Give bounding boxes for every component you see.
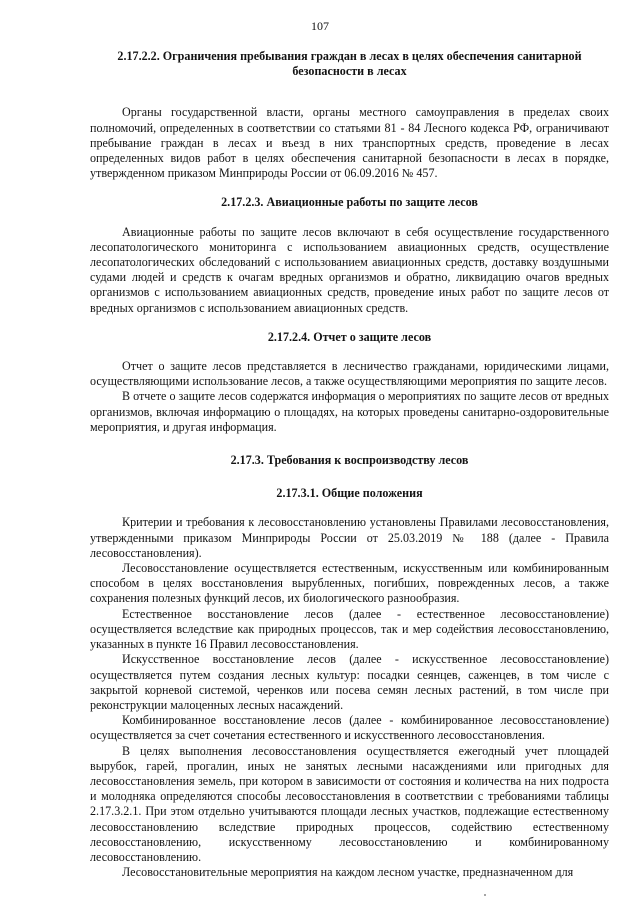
paragraph: Отчет о защите лесов представляется в лесничество гражданами, юридическими лицами, осуществляющими использование лесов, а также осуществляющими мероприятия по защите лесов.	[90, 359, 609, 389]
page-content	[90, 36, 609, 880]
paragraph: Критерии и требования к лесовосстановлению установлены Правилами лесовосстановления, утвержденными приказом Минприроды России от 25.03.2019 № 188 (далее - Правила лесовосстановления).	[90, 515, 609, 560]
page-number: 107	[311, 19, 329, 33]
section-heading-2-17-2-3: 2.17.2.3. Авиационные работы по защите лесов	[221, 195, 478, 210]
paragraph: В целях выполнения лесовосстановления осуществляется ежегодный учет площадей вырубок, гарей, прогалин, иных не занятых лесными насаждениями или пригодных для лесовосстановления земель, при котором в зависимости от состояния и количества на них подроста и молодняка определяются способы лесовосстановления в соответствии с требованиями таблицы 2.17.3.2.1. При этом отдельно учитываются площади лесных участков, подлежащие естественному лесовосстановлению вследствие природных процессов, содействию естественному лесовосстановлению, искусственному лесовосстановлению и комбинированному лесовосстановлению.	[90, 743, 609, 864]
section-heading-2-17-3-1: 2.17.3.1. Общие положения	[276, 486, 423, 501]
paragraph: Органы государственной власти, органы местного самоуправления в пределах своих полномочий, определенных в соответствии со статьями 81 - 84 Лесного кодекса РФ, ограничивают пребывание граждан в лесах и въезд в них транспортных средств, проведение в лесах определенных видов работ в целях обеспечения санитарной безопасности в лесах в порядке, утвержденном приказом Минприроды России от 06.09.2016 № 457.	[90, 105, 609, 181]
paragraph: Искусственное восстановление лесов (далее - искусственное лесовосстановление) осуществляется путем создания лесных культур: посадки сеянцев, саженцев, в том числе с закрытой корневой системой, черенков или посева семян лесных растений, в том числе при реконструкции малоценных лесных насаждений.	[90, 652, 609, 712]
paragraph: Лесовосстановление осуществляется естественным, искусственным или комбинированным способом в целях восстановления вырубленных, погибших, поврежденных лесов, а также сохранения полезных функций лесов, их биологического разнообразия.	[90, 561, 609, 606]
paragraph: Авиационные работы по защите лесов включают в себя осуществление государственного лесопатологического мониторинга с использованием авиационных средств, осуществление лесопатологических обследований с использованием авиационных средств, доставку воздушными судами людей и средств к очагам вредных организмов и обратно, ликвидацию очагов вредных организмов с использованием авиационных средств, проведение иных работ по защите лесов от вредных организмов с использованием авиационных средств.	[90, 224, 609, 315]
scan-speck	[484, 894, 486, 896]
section-heading-2-17-2-4: 2.17.2.4. Отчет о защите лесов	[267, 329, 432, 344]
paragraph: Естественное восстановление лесов (далее - естественное лесовосстановление) осуществляется вследствие как природных процессов, так и мер содействия лесовосстановлению, указанных в пункте 16 Правил лесовосстановления.	[90, 606, 609, 652]
paragraph: Комбинированное восстановление лесов (далее - комбинированное лесовосстановление) осуществляется за счет сочетания естественного и искусственного лесовосстановления.	[90, 713, 609, 743]
paragraph: Лесовосстановительные мероприятия на каждом лесном участке, предназначенном для	[122, 865, 574, 880]
paragraph: В отчете о защите лесов содержатся информация о мероприятиях по защите лесов от вредных организмов, включая информацию о площадях, на которых проведены санитарно-оздоровительные мероприятия, и другая информация.	[90, 389, 609, 434]
section-heading-2-17-3: 2.17.3. Требования к воспроизводству лесов	[230, 453, 469, 468]
section-heading-2-17-2-2: 2.17.2.2. Ограничения пребывания граждан в лесах в целях обеспечения санитарной безопасности в лесах	[117, 49, 582, 79]
